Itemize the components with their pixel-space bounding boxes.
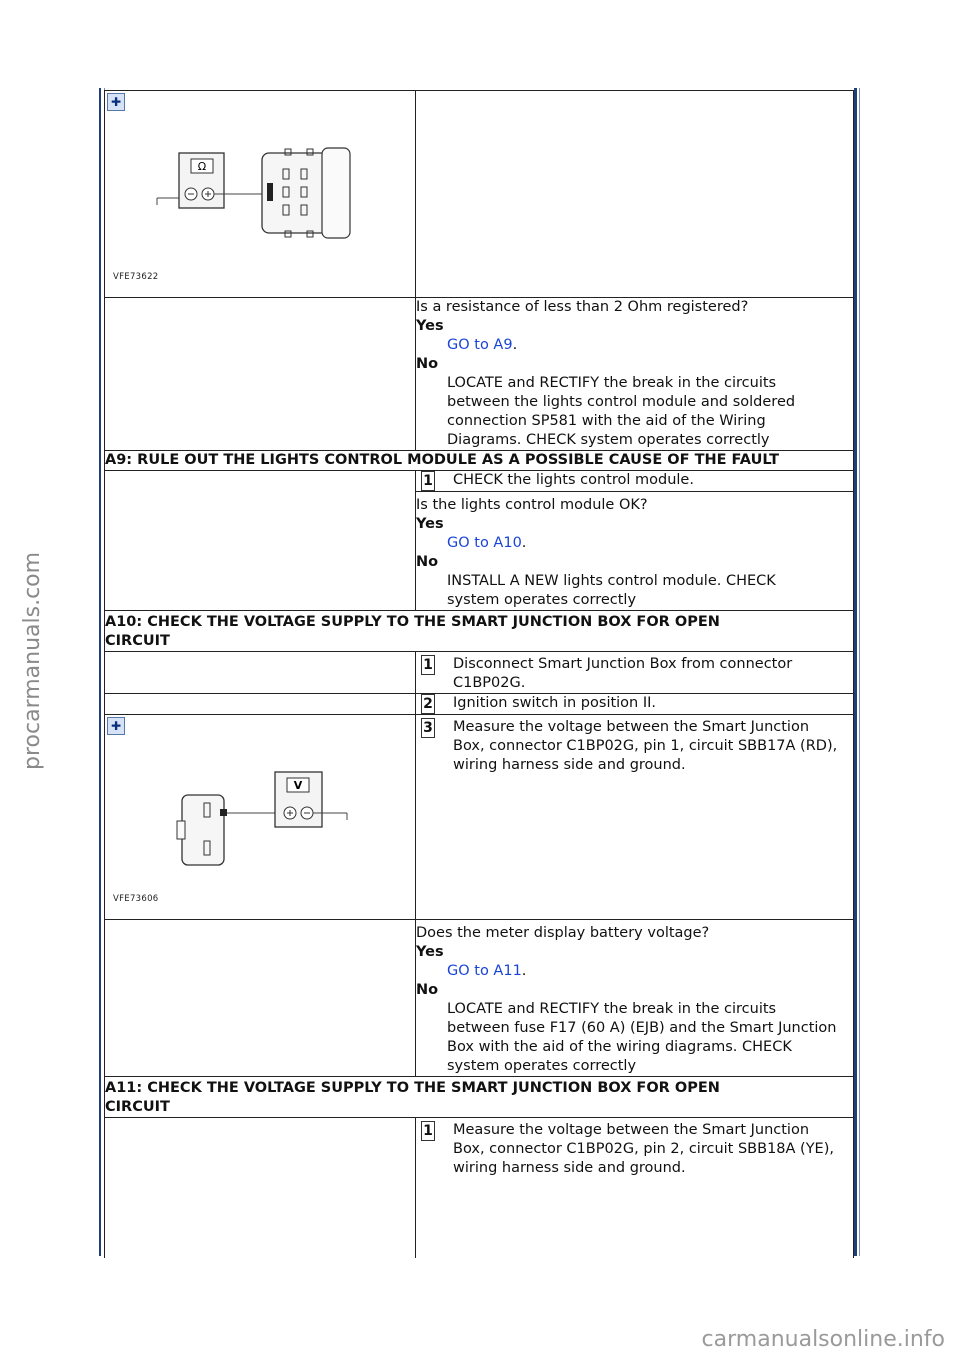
step-number: 1	[421, 471, 435, 491]
result-cell-a8	[416, 298, 854, 451]
frame-line-right-outer	[859, 88, 860, 1256]
no-label: No	[416, 356, 439, 372]
step-text: Ignition switch in position II.	[453, 695, 657, 711]
go-to-a10-link[interactable]: GO to A10	[447, 535, 522, 551]
section-title-a11: A11: CHECK THE VOLTAGE SUPPLY TO THE SMART JUNCTION BOX FOR OPEN CIRCUIT	[105, 1077, 854, 1118]
no-action-text: INSTALL A NEW lights control module. CHECK system operates correctly	[447, 573, 776, 608]
frame-line-left	[99, 88, 101, 1256]
step-text: Measure the voltage between the Smart Junction Box, connector C1BP02G, pin 1, circuit SBB17A (RD), wiring harness side and ground.	[453, 719, 838, 773]
figure-ohmmeter-cell	[105, 91, 416, 298]
empty-cell	[105, 920, 416, 1077]
figure-label: VFE73622	[113, 272, 159, 282]
result-cell-a9	[416, 492, 854, 611]
step-cell	[416, 1118, 854, 1258]
go-to-a11-link[interactable]: GO to A11	[447, 963, 522, 979]
empty-cell	[105, 298, 416, 451]
zoom-icon[interactable]: ✚	[107, 93, 125, 111]
question-text: Does the meter display battery voltage?	[416, 925, 710, 941]
empty-cell	[416, 91, 854, 298]
step-text: CHECK the lights control module.	[453, 472, 694, 488]
figure-label: VFE73606	[113, 894, 159, 904]
empty-cell	[105, 1118, 416, 1258]
ohmmeter-connector-diagram	[107, 93, 413, 293]
step-number: 1	[421, 655, 435, 675]
step-number: 1	[421, 1121, 435, 1141]
step-cell	[416, 715, 854, 920]
zoom-icon[interactable]: ✚	[107, 717, 125, 735]
step-number: 2	[421, 694, 435, 714]
go-to-a9-link[interactable]: GO to A9	[447, 337, 513, 353]
meter-symbol-ohm: Ω	[197, 160, 207, 173]
step-number: 3	[421, 718, 435, 738]
empty-cell	[105, 652, 416, 694]
no-action-text: LOCATE and RECTIFY the break in the circuits between the lights control module and soldered connection SP581 with the aid of the Wiring Diagrams. CHECK system operates correctly	[447, 375, 796, 448]
section-title-a10: A10: CHECK THE VOLTAGE SUPPLY TO THE SMART JUNCTION BOX FOR OPEN CIRCUIT	[105, 611, 854, 652]
step-cell	[416, 652, 854, 694]
yes-suffix: .	[512, 337, 518, 353]
figure-voltmeter-cell	[105, 715, 416, 920]
no-action-text: LOCATE and RECTIFY the break in the circuits between fuse F17 (60 A) (EJB) and the Smart Junction Box with the aid of the wiring diagrams. CHECK system operates correctly	[447, 1001, 837, 1074]
footer-site: carmanualsonline.info	[701, 1327, 945, 1352]
step-text: Disconnect Smart Junction Box from connector C1BP02G.	[453, 656, 793, 691]
step-text: Measure the voltage between the Smart Junction Box, connector C1BP02G, pin 2, circuit SBB18A (YE), wiring harness side and ground.	[453, 1122, 834, 1176]
yes-suffix: .	[521, 963, 527, 979]
watermark-site: procarmanuals.com	[20, 551, 45, 770]
diagnostic-table	[104, 90, 854, 1258]
question-text: Is the lights control module OK?	[416, 497, 648, 513]
yes-suffix: .	[521, 535, 527, 551]
step-cell	[416, 694, 854, 715]
meter-symbol-volt: V	[293, 779, 303, 792]
empty-cell	[105, 471, 416, 611]
voltmeter-connector-diagram	[107, 717, 413, 915]
no-label: No	[416, 554, 439, 570]
empty-cell	[105, 694, 416, 715]
question-text: Is a resistance of less than 2 Ohm registered?	[416, 299, 749, 315]
yes-label: Yes	[416, 318, 444, 334]
no-label: No	[416, 982, 439, 998]
result-cell-a10	[416, 920, 854, 1077]
yes-label: Yes	[416, 944, 444, 960]
frame-line-right	[854, 88, 857, 1256]
section-title-a9: A9: RULE OUT THE LIGHTS CONTROL MODULE AS A POSSIBLE CAUSE OF THE FAULT	[105, 451, 854, 471]
step-cell	[416, 471, 854, 492]
yes-label: Yes	[416, 516, 444, 532]
document-page	[104, 90, 854, 1258]
